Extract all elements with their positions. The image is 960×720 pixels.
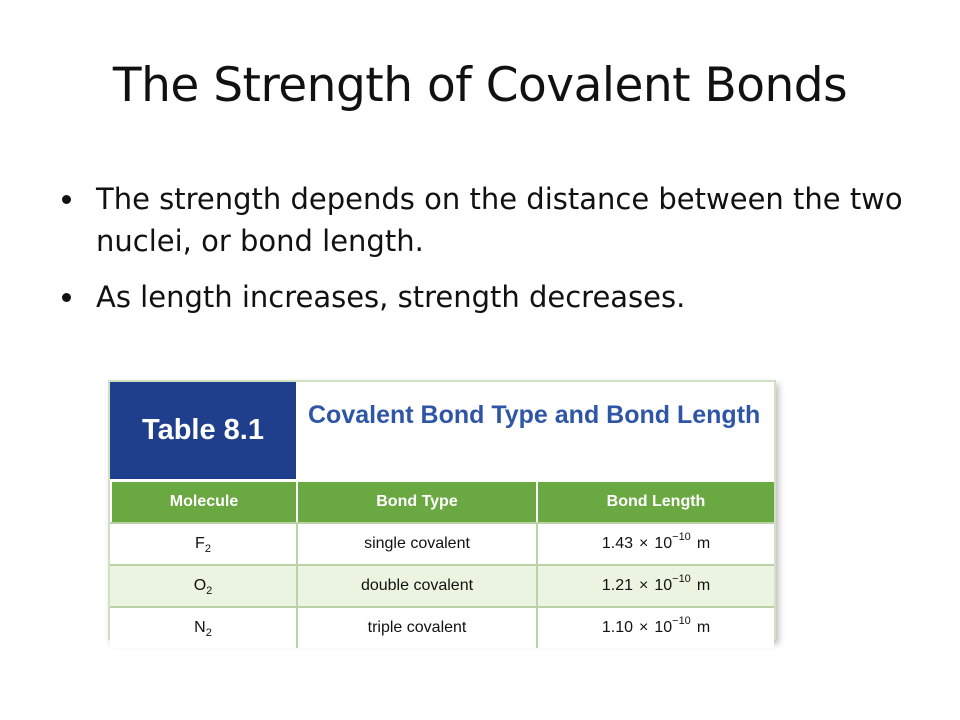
length-base: 10 (654, 535, 673, 552)
length-exponent: −10 (672, 531, 691, 543)
bond-type-cell: triple covalent (296, 608, 536, 648)
slide-title: The Strength of Covalent Bonds (112, 58, 848, 113)
element-subscript: 2 (204, 543, 211, 555)
times-sign: × (639, 535, 649, 552)
length-base: 10 (654, 577, 673, 594)
element-subscript: 2 (206, 585, 213, 597)
length-base: 10 (654, 619, 673, 636)
length-exponent: −10 (672, 573, 691, 585)
molecule-cell (110, 524, 296, 564)
length-unit: m (696, 577, 711, 594)
bullet-dot-icon (62, 293, 71, 302)
bullet-text: As length increases, strength decreases. (96, 280, 686, 314)
column-header-bond-type: Bond Type (296, 482, 536, 522)
bullet-item (60, 276, 920, 318)
molecule-cell (110, 566, 296, 606)
element-symbol: N (194, 619, 206, 636)
table-header-row (110, 479, 774, 522)
bond-length-cell (536, 566, 774, 606)
bond-length-cell (536, 608, 774, 648)
bond-type-cell: single covalent (296, 524, 536, 564)
table-number-label: Table 8.1 (110, 382, 296, 479)
times-sign: × (639, 577, 649, 594)
table-heading (110, 382, 774, 479)
bullet-item (60, 178, 920, 262)
length-unit: m (696, 535, 711, 552)
length-mantissa: 1.10 (601, 619, 633, 636)
table-row (110, 564, 774, 606)
times-sign: × (639, 619, 649, 636)
molecule-cell (110, 608, 296, 648)
element-symbol: F (195, 535, 205, 552)
length-mantissa: 1.43 (601, 535, 633, 552)
bullet-list (60, 178, 920, 332)
table-row (110, 606, 774, 648)
column-header-molecule: Molecule (110, 482, 296, 522)
table-caption: Covalent Bond Type and Bond Length (296, 382, 774, 479)
bullet-text: The strength depends on the distance between the two nuclei, or bond length. (96, 182, 903, 258)
bullet-dot-icon (62, 195, 71, 204)
length-mantissa: 1.21 (601, 577, 633, 594)
bond-length-table (108, 380, 776, 640)
column-header-bond-length: Bond Length (536, 482, 774, 522)
element-symbol: O (193, 577, 207, 594)
table-row (110, 522, 774, 564)
bond-type-cell: double covalent (296, 566, 536, 606)
length-exponent: −10 (672, 615, 691, 627)
length-unit: m (696, 619, 711, 636)
bond-length-cell (536, 524, 774, 564)
element-subscript: 2 (205, 627, 212, 639)
